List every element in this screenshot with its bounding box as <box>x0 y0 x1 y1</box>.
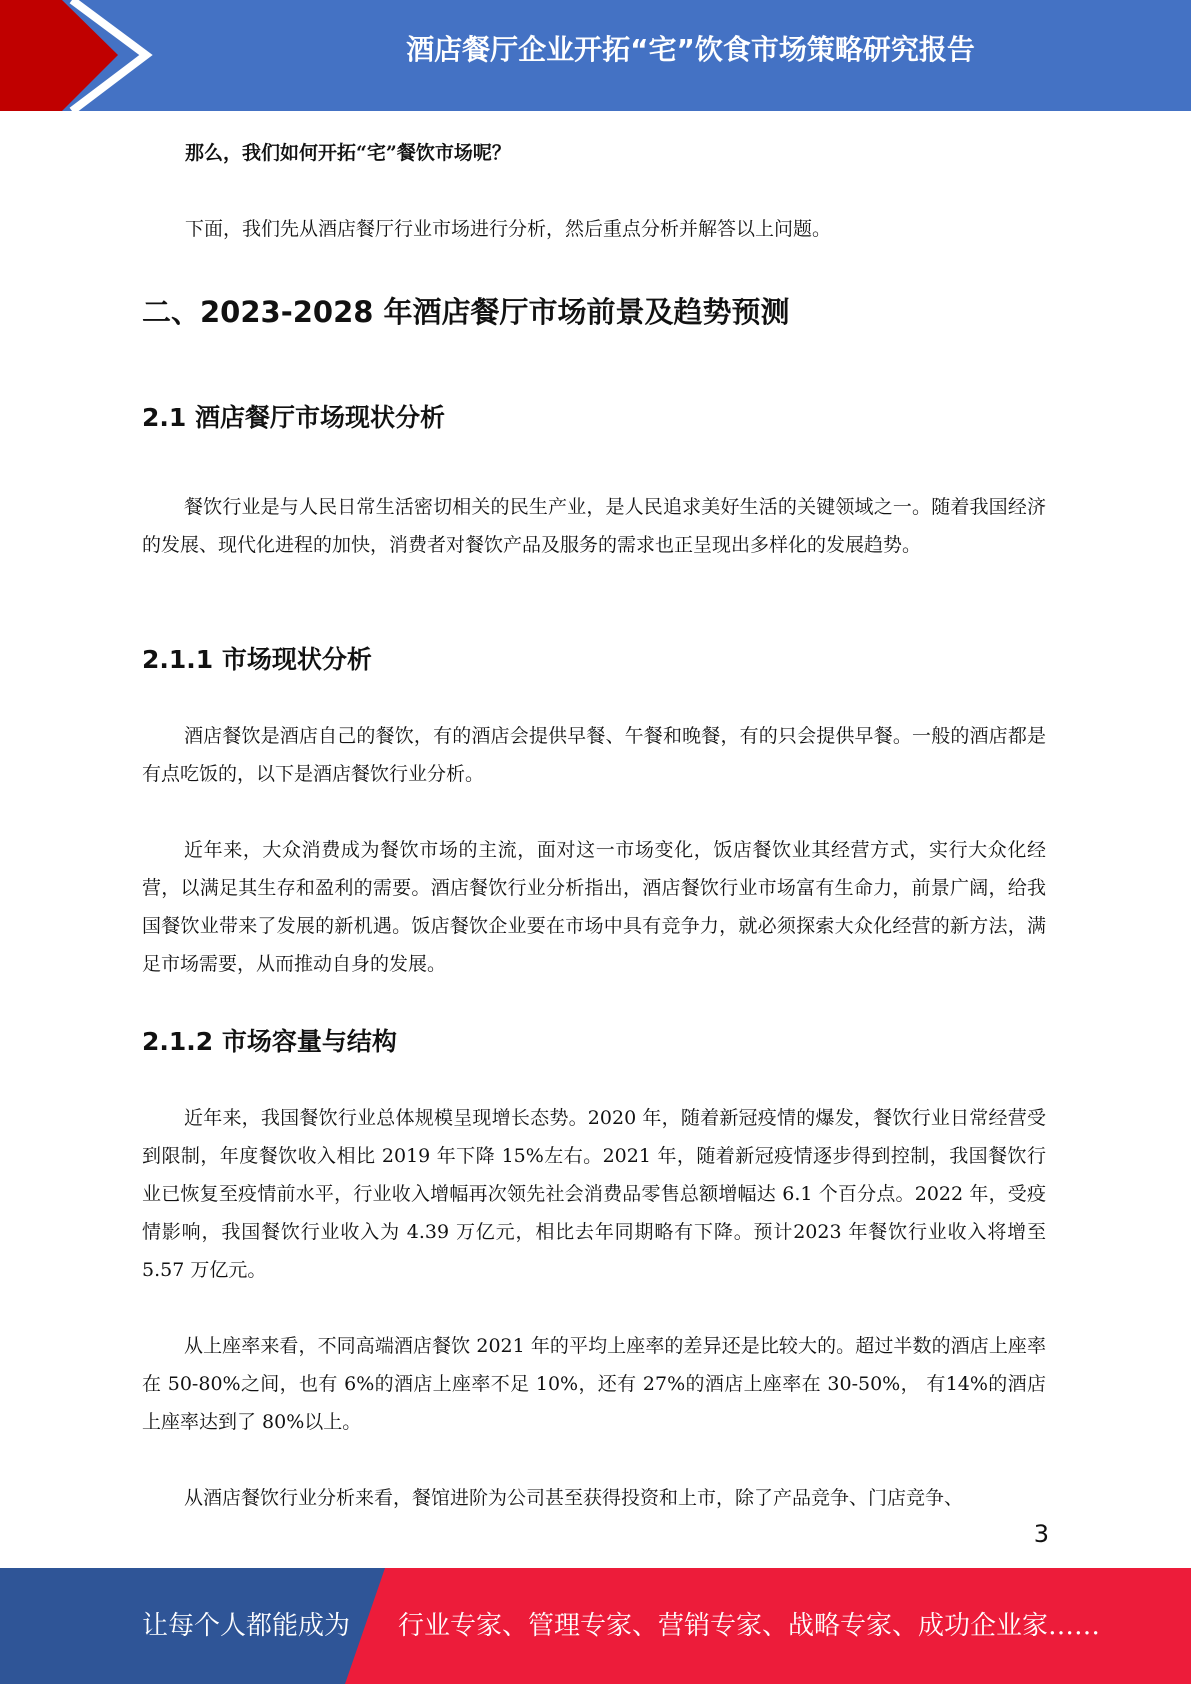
paragraph-2-1-1-a: 酒店餐饮是酒店自己的餐饮，有的酒店会提供早餐、午餐和晚餐，有的只会提供早餐。一般的酒店都是有点吃饭的，以下是酒店餐饮行业分析。 <box>142 725 1046 785</box>
section-heading: 二、2023-2028 年酒店餐厅市场前景及趋势预测 <box>142 295 790 329</box>
footer-band <box>0 1568 1191 1684</box>
subsection-heading-2-1-1: 2.1.1 市场现状分析 <box>142 645 372 674</box>
page-number: 3 <box>1033 1520 1049 1548</box>
footer-slogan-left: 让每个人都能成为 <box>142 1611 351 1641</box>
subsection-heading-2-1-2: 2.1.2 市场容量与结构 <box>142 1027 397 1056</box>
paragraph-2-1-2-a: 近年来，我国餐饮行业总体规模呈现增长态势。2020 年，随着新冠疫情的爆发，餐饮行业日常经营受到限制，年度餐饮收入相比 2019 年下降 15%左右。2021 年，随着新冠疫情逐步得到控制，我国餐饮行业已恢复至疫情前水平，行业收入增幅再次领先社会消费品零售总额增幅达 6.1 个百分点。2022 年，受疫情影响，我国餐饮行业收入为 4.39 万亿元，相比去年同期略有下降。预计2023 年餐饮行业收入将增至 5.57 万亿元。 <box>142 1107 1046 1281</box>
paragraph-2-1-2-c: 从酒店餐饮行业分析来看，餐馆进阶为公司甚至获得投资和上市，除了产品竞争、门店竞争、 <box>184 1487 964 1509</box>
paragraph-2-1-1-b: 近年来，大众消费成为餐饮市场的主流，面对这一市场变化，饭店餐饮业其经营方式，实行大众化经营，以满足其生存和盈利的需要。酒店餐饮行业分析指出，酒店餐饮行业市场富有生命力，前景广阔，给我国餐饮业带来了发展的新机遇。饭店餐饮企业要在市场中具有竞争力，就必须探索大众化经营的新方法，满足市场需要，从而推动自身的发展。 <box>142 839 1046 975</box>
question-text: 那么，我们如何开拓“宅”餐饮市场呢？ <box>185 142 511 164</box>
chevron-arrow-icon <box>0 0 160 111</box>
header-band <box>0 0 1191 111</box>
footer-slogan-right: 行业专家、管理专家、营销专家、战略专家、成功企业家…… <box>398 1611 1101 1641</box>
subsection-heading-2-1: 2.1 酒店餐厅市场现状分析 <box>142 403 445 432</box>
paragraph-2-1: 餐饮行业是与人民日常生活密切相关的民生产业，是人民追求美好生活的关键领域之一。随着我国经济的发展、现代化进程的加快，消费者对餐饮产品及服务的需求也正呈现出多样化的发展趋势。 <box>142 496 1046 556</box>
intro-text: 下面，我们先从酒店餐厅行业市场进行分析，然后重点分析并解答以上问题。 <box>185 218 832 240</box>
report-title: 酒店餐厅企业开拓“宅”饮食市场策略研究报告 <box>406 33 975 66</box>
paragraph-2-1-2-b: 从上座率来看，不同高端酒店餐饮 2021 年的平均上座率的差异还是比较大的。超过半数的酒店上座率在 50-80%之间，也有 6%的酒店上座率不足 10%，还有 27%的酒店上座率在 30-50%， 有14%的酒店上座率达到了 80%以上。 <box>142 1335 1046 1433</box>
